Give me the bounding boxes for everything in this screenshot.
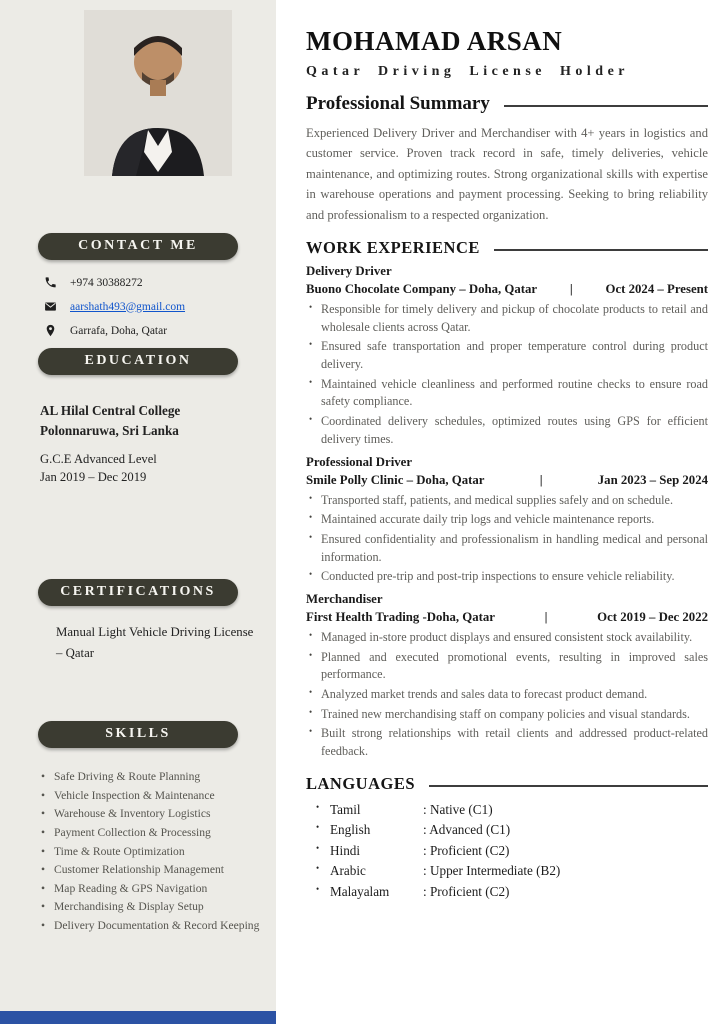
job-dates: Oct 2019 – Dec 2022 — [597, 609, 708, 624]
bullet-item: • Conducted pre-trip and post-trip inspections to ensure vehicle reliability. — [306, 568, 708, 586]
section-rule — [494, 249, 708, 251]
bullet-item: • Coordinated delivery schedules, optimized routes using GPS for efficient delivery times. — [306, 413, 708, 448]
bullet-item: • Analyzed market trends and sales data to forecast product demand. — [306, 686, 708, 704]
skill-item: • Warehouse & Inventory Logistics — [40, 805, 260, 824]
job-header-row — [306, 473, 708, 488]
job-title: Professional Driver — [306, 454, 413, 469]
skill-item: • Map Reading & GPS Navigation — [40, 880, 260, 899]
job-title: Merchandiser — [306, 591, 383, 606]
bullet-item: • Transported staff, patients, and medical supplies safely and on schedule. — [306, 492, 708, 510]
job-separator: | — [539, 472, 543, 487]
job-company: Buono Chocolate Company – Doha, Qatar — [306, 282, 538, 296]
language-level: : Proficient (C2) — [423, 842, 510, 858]
sidebar-accent-bar — [0, 1011, 276, 1024]
bullet-item: • Responsible for timely delivery and pickup of chocolate products to retail and wholesale clients across Qatar. — [306, 301, 708, 336]
email-link[interactable]: aarshath493@gmail.com — [70, 300, 186, 313]
skills-section-header: SKILLS — [38, 721, 238, 748]
skill-item: • Vehicle Inspection & Maintenance — [40, 787, 260, 806]
language-item — [316, 800, 708, 820]
education-dates: Jan 2019 – Dec 2019 — [40, 470, 147, 485]
phone-number: +974 30388272 — [70, 276, 143, 289]
job-bullets — [306, 301, 708, 449]
language-name: Arabic — [330, 863, 366, 879]
language-item — [316, 861, 708, 881]
contact-location-row — [44, 324, 262, 337]
phone-icon — [44, 276, 57, 289]
language-level: : Advanced (C1) — [423, 822, 511, 838]
bullet-item: • Ensured confidentiality and professionalism in handling medical and personal information. — [306, 531, 708, 566]
job-separator: | — [544, 609, 548, 624]
contact-phone-row — [44, 276, 262, 289]
bullet-item: • Built strong relationships with retail clients and addressed product-related feedback. — [306, 725, 708, 760]
certification-item: Manual Light Vehicle Driving License – Qatar — [56, 625, 254, 660]
languages-section-header — [306, 774, 708, 794]
summary-heading: Professional Summary — [306, 93, 490, 115]
job-bullets — [306, 492, 708, 586]
language-item — [316, 841, 708, 861]
language-level: : Upper Intermediate (B2) — [423, 863, 561, 879]
skills-list — [40, 768, 260, 935]
summary-text: Experienced Delivery Driver and Merchandiser with 4+ years in logistics and customer service. Proven track record in safe, timely deliveries, vehicle maintenance, and optimizing routes. Strong organizational skills with expertise in warehouse operations and payment processing. Seeking to bring reliability and professionalism to a respected organization. — [306, 126, 708, 222]
summary-section-header — [306, 93, 708, 115]
bullet-item: • Trained new merchandising staff on company policies and visual standards. — [306, 706, 708, 724]
language-level: : Native (C1) — [423, 801, 493, 817]
job-dates: Oct 2024 – Present — [605, 282, 708, 296]
job-bullets — [306, 629, 708, 761]
education-section-header: EDUCATION — [38, 348, 238, 375]
language-name: Malayalam — [330, 883, 390, 899]
education-block — [40, 401, 260, 487]
contact-section-header: CONTACT ME — [38, 233, 238, 260]
job-company: First Health Trading -Doha, Qatar — [306, 609, 495, 624]
language-item — [316, 820, 708, 840]
candidate-subtitle: Qatar Driving License Holder — [306, 64, 629, 80]
job-header-row — [306, 282, 708, 297]
contact-email-row — [44, 300, 262, 313]
job-company: Smile Polly Clinic – Doha, Qatar — [306, 472, 485, 487]
bullet-item: • Planned and executed promotional events, resulting in improved sales performance. — [306, 649, 708, 684]
experience-section-header — [306, 238, 708, 258]
section-rule — [504, 105, 708, 107]
bullet-item: • Maintained vehicle cleanliness and performed routine checks to ensure road safety compliance. — [306, 376, 708, 411]
contact-list — [44, 276, 262, 337]
sidebar — [0, 0, 276, 1024]
skill-item: • Delivery Documentation & Record Keeping — [40, 917, 260, 936]
experience-heading: WORK EXPERIENCE — [306, 238, 480, 257]
main-content — [276, 0, 724, 1024]
language-level: : Proficient (C2) — [423, 883, 510, 899]
profile-photo-illustration — [84, 10, 232, 176]
languages-list — [306, 800, 708, 902]
skill-item: • Time & Route Optimization — [40, 843, 260, 862]
education-school: AL Hilal Central College — [40, 403, 181, 418]
language-item — [316, 882, 708, 902]
language-name: Hindi — [330, 842, 361, 858]
job-dates: Jan 2023 – Sep 2024 — [597, 472, 708, 487]
language-name: Tamil — [330, 801, 361, 817]
education-school-location: Polonnaruwa, Sri Lanka — [40, 422, 179, 438]
candidate-name: MOHAMAD ARSAN — [306, 26, 563, 56]
certifications-section-header: CERTIFICATIONS — [38, 579, 238, 606]
job-separator: | — [569, 282, 573, 296]
section-rule — [429, 785, 708, 787]
bullet-item: • Maintained accurate daily trip logs and vehicle maintenance reports. — [306, 511, 708, 529]
education-degree: G.C.E Advanced Level — [40, 451, 157, 466]
skill-item: • Safe Driving & Route Planning — [40, 768, 260, 787]
languages-heading: LANGUAGES — [306, 773, 416, 793]
bullet-item: • Managed in-store product displays and ensured consistent stock availability. — [306, 629, 708, 647]
location-text: Garrafa, Doha, Qatar — [70, 324, 168, 337]
skill-item: • Customer Relationship Management — [40, 861, 260, 880]
skill-item: • Merchandising & Display Setup — [40, 898, 260, 917]
job-title: Delivery Driver — [306, 264, 392, 278]
location-pin-icon — [44, 324, 57, 337]
profile-photo — [84, 10, 232, 176]
language-name: English — [330, 822, 371, 838]
skill-item: • Payment Collection & Processing — [40, 824, 260, 843]
job-header-row — [306, 610, 708, 625]
bullet-item: • Ensured safe transportation and proper temperature control during product delivery. — [306, 338, 708, 373]
envelope-icon — [44, 300, 57, 313]
